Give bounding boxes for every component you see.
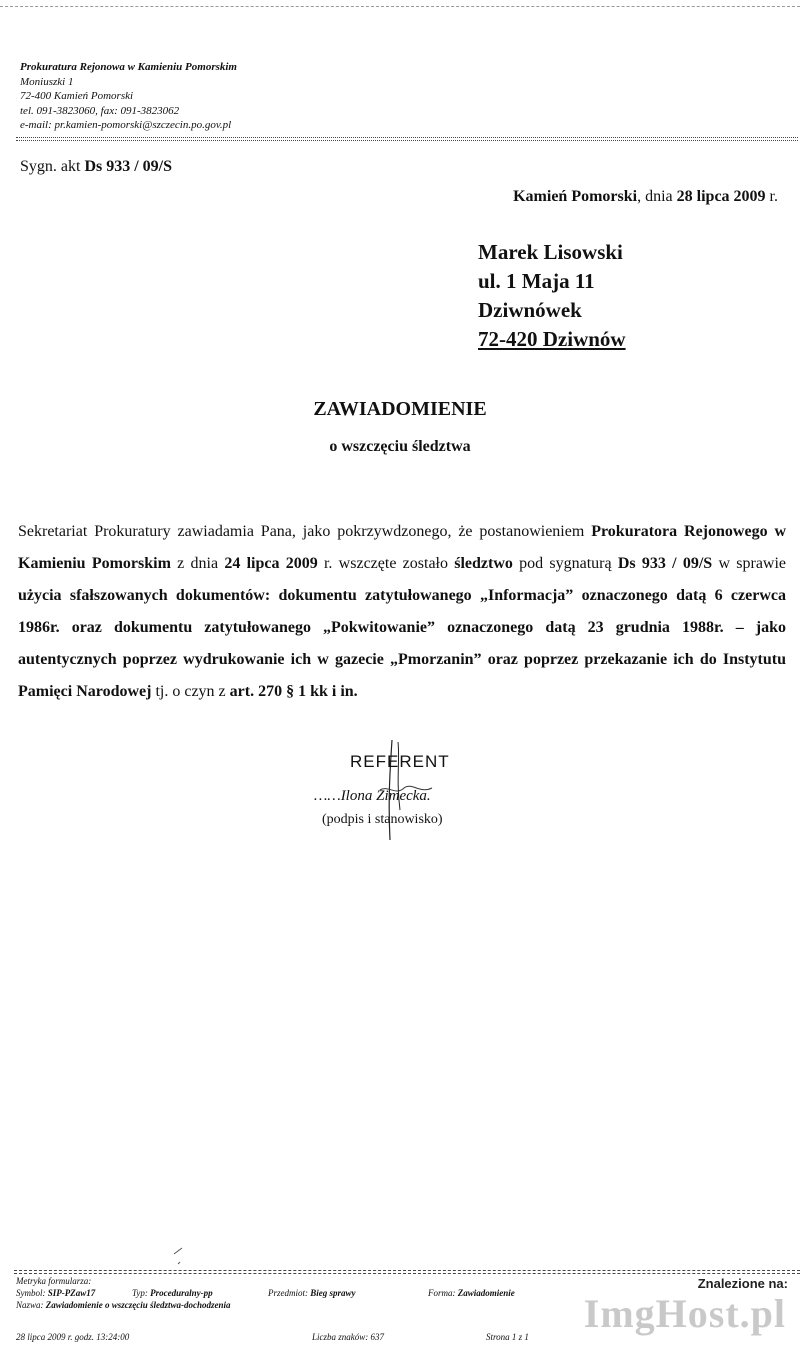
footer-name-value: Zawiadomienie o wszczęciu śledztwa-dochodzenia — [45, 1300, 231, 1310]
recipient-street: ul. 1 Maja 11 — [478, 269, 595, 293]
footer-name-label: Nazwa: — [16, 1300, 44, 1310]
body-bold-2: 24 lipca 2009 — [224, 555, 318, 572]
footer-chars-label: Liczba znaków: — [312, 1332, 369, 1342]
footer-chars-value: 637 — [370, 1332, 384, 1342]
body-text-1: Sekretariat Prokuratury zawiadamia Pana, jako pokrzywdzonego, że postanowieniem — [18, 523, 585, 540]
footer-symbol — [16, 1288, 95, 1298]
body-text-3: r. wszczęte zostało — [317, 555, 455, 572]
header-rule-2 — [16, 140, 798, 141]
footer-rule-2 — [14, 1273, 800, 1274]
footer-subject-value: Bieg sprawy — [310, 1288, 356, 1298]
body-bold-6: art. 270 § 1 kk i in. — [229, 683, 358, 700]
footer-rule — [14, 1270, 800, 1271]
office-name: Prokuratura Rejonowa w Kamieniu Pomorskim — [20, 61, 237, 73]
body-text-5: w sprawie — [712, 555, 787, 572]
top-scan-rule — [0, 6, 800, 7]
signature-name — [314, 788, 431, 805]
body-text-2: z dnia — [170, 555, 225, 572]
case-prefix: Sygn. akt — [20, 158, 81, 175]
office-email: e-mail: pr.kamien-pomorski@szczecin.po.gov.pl — [20, 119, 232, 131]
scan-mark — [170, 1240, 200, 1270]
header-rule — [16, 137, 798, 138]
document-title: ZAWIADOMIENIE — [313, 398, 487, 420]
case-number: Ds 933 / 09/S — [84, 158, 173, 175]
footer-symbol-value: SIP-PZaw17 — [47, 1288, 96, 1298]
office-phone: tel. 091-3823060, fax: 091-3823062 — [20, 104, 180, 117]
date-suffix: r. — [765, 188, 778, 205]
footer-subject — [268, 1288, 356, 1298]
document-subtitle: o wszczęciu śledztwa — [329, 438, 471, 455]
footer-symbol-label: Symbol: — [16, 1288, 46, 1298]
footer-meta-label: Metryka formularza: — [16, 1276, 92, 1286]
watermark-found-label: Znalezione na: — [697, 1276, 788, 1291]
signature-handwritten-name: Ilona Zimecka — [340, 788, 427, 804]
body-bold-3: śledztwo — [454, 555, 513, 572]
body-bold-4: Ds 933 / 09/S — [617, 555, 713, 572]
place: Kamień Pomorski — [513, 188, 638, 205]
footer-name — [16, 1300, 231, 1310]
footer-type — [132, 1288, 213, 1298]
watermark-site: ImgHost.pl — [583, 1291, 786, 1336]
office-city: 72-400 Kamień Pomorski — [20, 90, 134, 102]
office-street: Moniuszki 1 — [20, 75, 74, 88]
body-bold-1: Prokuratora Rejonowego w Kamieniu Pomorskim — [18, 523, 787, 572]
signature-dots-right: . — [426, 788, 431, 804]
recipient-name: Marek Lisowski — [478, 240, 623, 264]
letterhead — [20, 60, 237, 133]
footer-type-value: Proceduralny-pp — [150, 1288, 213, 1298]
body-bold-5: użycia sfałszowanych dokumentów: dokumentu zatytułowanego „Informacja” oznaczonego datą 6 czerwca 1986r. oraz dokumentu zatytułowanego „Pokwitowanie” oznaczonego datą 23 grudnia 1988r. – jako autentycznych poprzez wydrukowanie ich w gazecie „Pmorzanin” oraz poprzez przekazanie ich do Instytutu Pamięci Narodowej — [18, 587, 786, 700]
footer-type-label: Typ: — [132, 1288, 148, 1298]
date-label: , dnia — [637, 188, 673, 205]
recipient-locality: Dziwnówek — [478, 298, 582, 322]
footer-chars — [312, 1332, 384, 1342]
recipient-address — [478, 238, 626, 354]
body-text-6: tj. o czyn z — [151, 683, 230, 700]
footer-printed: 28 lipca 2009 r. godz. 13:24:00 — [16, 1332, 130, 1342]
footer-subject-label: Przedmiot: — [268, 1288, 308, 1298]
body-text-4: pod sygnaturą — [512, 555, 618, 572]
signature-role: REFERENT — [350, 752, 450, 771]
notice-body — [18, 516, 786, 708]
footer-form — [428, 1288, 515, 1298]
place-date — [513, 188, 778, 206]
footer-form-value: Zawiadomienie — [457, 1288, 515, 1298]
footer-page: Strona 1 z 1 — [486, 1332, 529, 1342]
signature-caption: (podpis i stanowisko) — [322, 812, 443, 827]
signature-dots-left: …… — [314, 788, 341, 804]
recipient-postal: 72-420 Dziwnów — [478, 327, 626, 351]
date: 28 lipca 2009 — [676, 188, 766, 205]
case-reference — [20, 158, 172, 176]
footer-form-label: Forma: — [428, 1288, 456, 1298]
